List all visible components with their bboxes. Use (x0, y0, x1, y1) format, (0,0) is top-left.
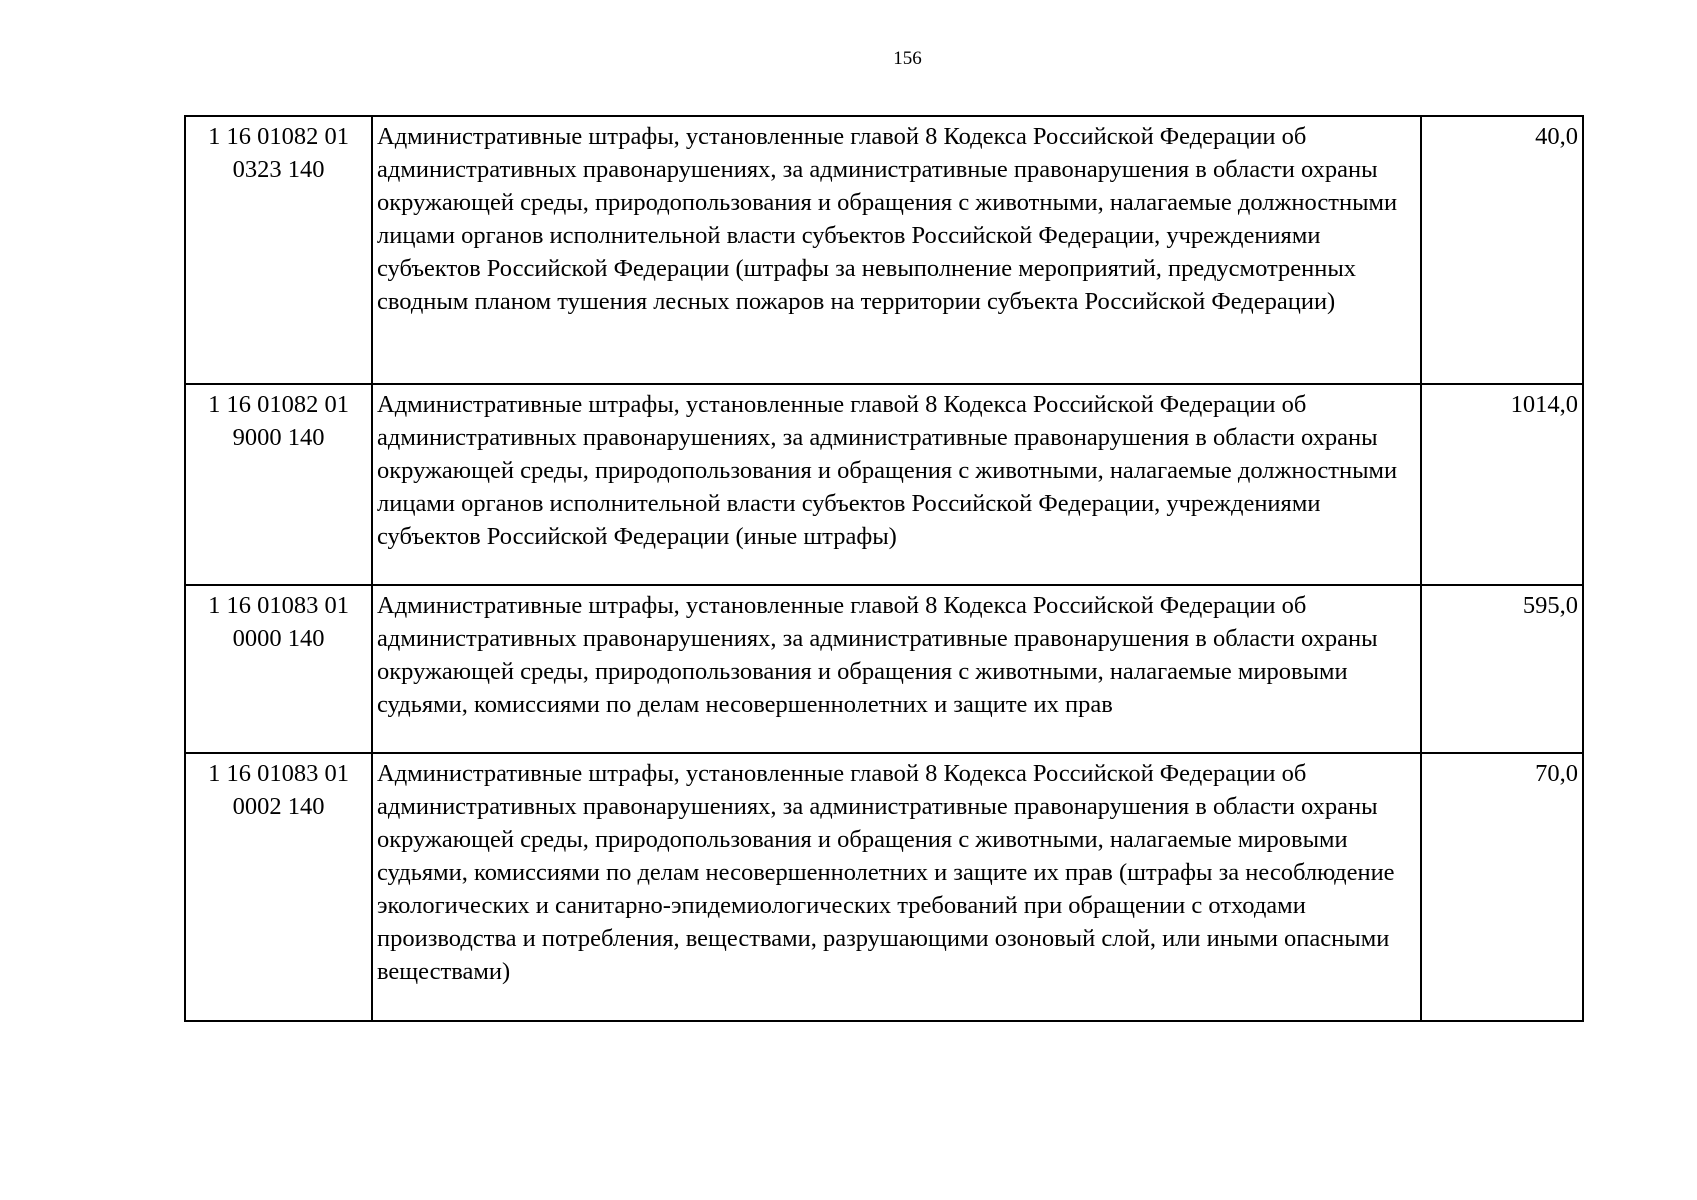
description-cell: Административные штрафы, установленные главой 8 Кодекса Российской Федерации об административных правонарушениях, за административные правонарушения в области охраны окружающей среды, природопользования и обращения с животными, налагаемые должностными лицами органов исполнительной власти субъектов Российской Федерации, учреждениями субъектов Российской Федерации (штрафы за невыполнение мероприятий, предусмотренных сводным планом тушения лесных пожаров на территории субъекта Российской Федерации) (372, 116, 1421, 384)
table-row (185, 753, 1583, 1021)
budget-code-line: 9000 140 (232, 424, 325, 451)
budget-code-line: 0002 140 (232, 793, 325, 820)
budget-code-line: 0323 140 (232, 156, 325, 183)
budget-code-line: 1 16 01082 01 (208, 391, 349, 418)
description-cell: Административные штрафы, установленные главой 8 Кодекса Российской Федерации об административных правонарушениях, за административные правонарушения в области охраны окружающей среды, природопользования и обращения с животными, налагаемые мировыми судьями, комиссиями по делам несовершеннолетних и защите их прав (штрафы за несоблюдение экологических и санитарно-эпидемиологических требований при обращении с отходами производства и потребления, веществами, разрушающими озоновый слой, или иными опасными веществами) (372, 753, 1421, 1021)
budget-code-line: 1 16 01083 01 (208, 760, 349, 787)
amount-cell: 1014,0 (1421, 384, 1583, 585)
table-row (185, 384, 1583, 585)
budget-code-line: 0000 140 (232, 625, 325, 652)
description-cell: Административные штрафы, установленные главой 8 Кодекса Российской Федерации об административных правонарушениях, за административные правонарушения в области охраны окружающей среды, природопользования и обращения с животными, налагаемые должностными лицами органов исполнительной власти субъектов Российской Федерации, учреждениями субъектов Российской Федерации (иные штрафы) (372, 384, 1421, 585)
budget-code-line: 1 16 01082 01 (208, 123, 349, 150)
budget-code-cell (185, 384, 372, 585)
page-number: 156 (893, 48, 922, 69)
budget-code-cell (185, 116, 372, 384)
budget-code-cell (185, 585, 372, 753)
budget-code-line: 1 16 01083 01 (208, 592, 349, 619)
budget-revenue-table (184, 115, 1584, 1022)
table-row (185, 116, 1583, 384)
amount-cell: 595,0 (1421, 585, 1583, 753)
table-row (185, 585, 1583, 753)
budget-code-cell (185, 753, 372, 1021)
description-cell: Административные штрафы, установленные главой 8 Кодекса Российской Федерации об административных правонарушениях, за административные правонарушения в области охраны окружающей среды, природопользования и обращения с животными, налагаемые мировыми судьями, комиссиями по делам несовершеннолетних и защите их прав (372, 585, 1421, 753)
amount-cell: 70,0 (1421, 753, 1583, 1021)
amount-cell: 40,0 (1421, 116, 1583, 384)
